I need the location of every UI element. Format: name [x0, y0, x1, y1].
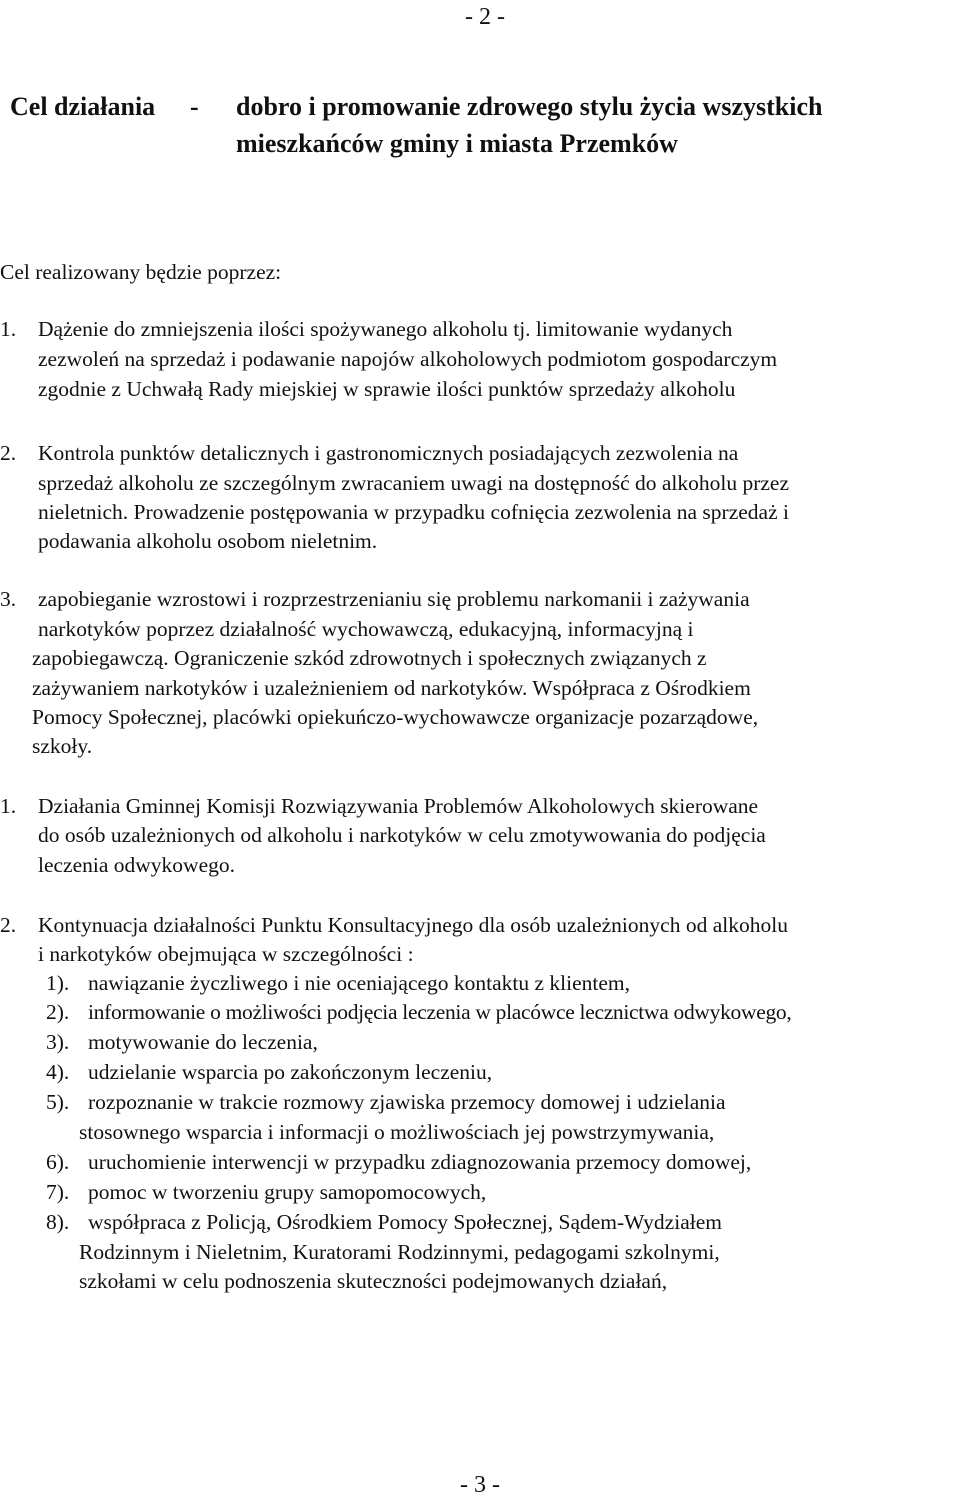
list-item-line: zażywaniem narkotyków i uzależnieniem od narkotyków. Współpraca z Ośrodkiem — [32, 676, 751, 700]
sub-item-number: 5). — [46, 1090, 70, 1114]
sub-item-line: współpraca z Policją, Ośrodkiem Pomocy Społecznej, Sądem-Wydziałem — [88, 1210, 722, 1234]
sub-item-number: 2). — [46, 1000, 70, 1024]
list-item-line: zapobieganie wzrostowi i rozprzestrzenianiu się problemu narkomanii i zażywania — [38, 587, 750, 611]
list-item-line: szkoły. — [32, 734, 93, 758]
list-item-line: Kontynuacja działalności Punktu Konsultacyjnego dla osób uzależnionych od alkoholu — [38, 913, 788, 937]
sub-item-line: informowanie o możliwości podjęcia leczenia w placówce lecznictwa odwykowego, — [88, 1000, 792, 1024]
list-item-line: podawania alkoholu osobom nieletnim. — [38, 529, 378, 553]
list-item-line: zapobiegawczą. Ograniczenie szkód zdrowotnych i społecznych związanych z — [32, 646, 707, 670]
list-item-line: narkotyków poprzez działalność wychowawczą, edukacyjną, informacyjną i — [38, 617, 694, 641]
list-item-number: 1. — [0, 317, 17, 341]
list-item-line: Działania Gminnej Komisji Rozwiązywania Problemów Alkoholowych skierowane — [38, 794, 759, 818]
sub-item-line: stosownego wsparcia i informacji o możliwościach jej powstrzymywania, — [79, 1120, 715, 1144]
list-item-line: leczenia odwykowego. — [38, 853, 236, 877]
list-item-number: 3. — [0, 587, 17, 611]
list-item-line: nieletnich. Prowadzenie postępowania w przypadku cofnięcia zezwolenia na sprzedaż i — [38, 500, 789, 524]
list-item-line: Kontrola punktów detalicznych i gastronomicznych posiadających zezwolenia na — [38, 441, 739, 465]
sub-item-number: 3). — [46, 1030, 70, 1054]
list-item-line: Dążenie do zmniejszenia ilości spożywanego alkoholu tj. limitowanie wydanych — [38, 317, 733, 341]
sub-item-line: uruchomienie interwencji w przypadku zdiagnozowania przemocy domowej, — [88, 1150, 752, 1174]
sub-item-number: 8). — [46, 1210, 70, 1234]
sub-item-line: udzielanie wsparcia po zakończonym leczeniu, — [88, 1060, 493, 1084]
sub-item-number: 1). — [46, 971, 70, 995]
heading-dash: - — [190, 92, 199, 121]
sub-item-number: 6). — [46, 1150, 70, 1174]
intro-text: Cel realizowany będzie poprzez: — [0, 260, 282, 284]
list-item-line: Pomocy Społecznej, placówki opiekuńczo-wychowawcze organizacje pozarządowe, — [32, 705, 759, 729]
sub-item-line: pomoc w tworzeniu grupy samopomocowych, — [88, 1180, 487, 1204]
list-item-number: 2. — [0, 441, 17, 465]
sub-item-line: nawiązanie życzliwego i nie oceniającego kontaktu z klientem, — [88, 971, 631, 995]
sub-item-number: 7). — [46, 1180, 70, 1204]
sub-item-line: motywowanie do leczenia, — [88, 1030, 318, 1054]
list-item-line: sprzedaż alkoholu ze szczególnym zwracaniem uwagi na dostępność do alkoholu przez — [38, 471, 790, 495]
page-number-top: - 2 - — [465, 4, 505, 30]
page-number-bottom: - 3 - — [460, 1472, 500, 1498]
list-item-number: 1. — [0, 794, 17, 818]
sub-item-number: 4). — [46, 1060, 70, 1084]
heading-label: Cel działania — [10, 92, 156, 121]
sub-item-line: rozpoznanie w trakcie rozmowy zjawiska przemocy domowej i udzielania — [88, 1090, 726, 1114]
list-item-line: zezwoleń na sprzedaż i podawanie napojów alkoholowych podmiotom gospodarczym — [38, 347, 778, 371]
list-item-number: 2. — [0, 913, 17, 937]
heading-line-1: dobro i promowanie zdrowego stylu życia wszystkich — [236, 92, 823, 121]
sub-item-line: szkołami w celu podnoszenia skuteczności podejmowanych działań, — [79, 1269, 668, 1293]
list-item-line: i narkotyków obejmująca w szczególności : — [38, 942, 414, 966]
list-item-line: zgodnie z Uchwałą Rady miejskiej w sprawie ilości punktów sprzedaży alkoholu — [38, 377, 736, 401]
heading-line-2: mieszkańców gminy i miasta Przemków — [236, 129, 678, 158]
sub-item-line: Rodzinnym i Nieletnim, Kuratorami Rodzinnymi, pedagogami szkolnymi, — [79, 1240, 720, 1264]
list-item-line: do osób uzależnionych od alkoholu i narkotyków w celu zmotywowania do podjęcia — [38, 823, 766, 847]
